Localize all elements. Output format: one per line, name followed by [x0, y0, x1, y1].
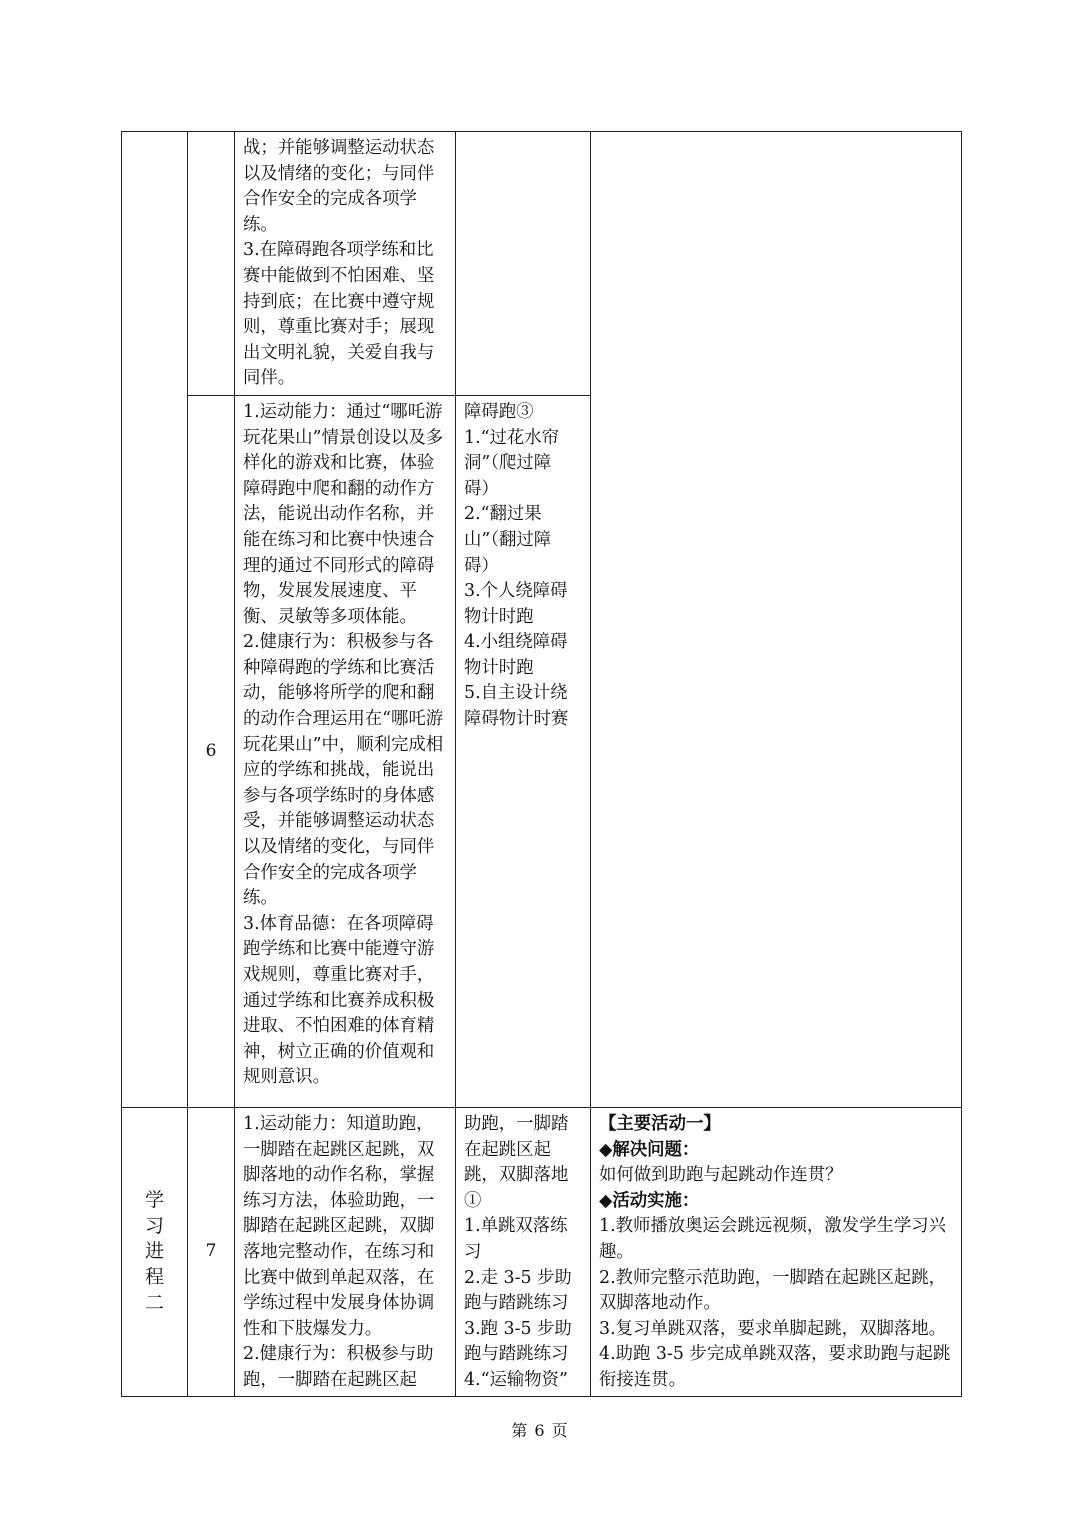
activity-heading: 【主要活动一】	[599, 1113, 721, 1134]
problem-heading: ◆解决问题：	[599, 1139, 700, 1160]
lesson-number: 6	[205, 740, 217, 761]
activity-cell	[591, 1107, 962, 1397]
table-row	[122, 1107, 962, 1397]
implement-heading: ◆活动实施：	[599, 1190, 700, 1211]
content-text	[456, 132, 590, 139]
activity-step: 4.助跑 3-5 步完成单跳双落，要求助跑与起跳衔接连贯。	[599, 1344, 951, 1390]
lesson-number-cell	[188, 132, 235, 396]
activity-step: 3.复习单跳双落，要求单脚起跳，双脚落地。	[599, 1318, 947, 1339]
lesson-plan-table	[121, 131, 962, 1397]
problem-text: 如何做到助跑与起跳动作连贯？	[599, 1165, 843, 1186]
objectives-cell	[235, 395, 456, 1107]
content-cell	[456, 132, 591, 396]
content-cell	[456, 1107, 591, 1397]
objectives-text: 1.运动能力：知道助跑，一脚踏在起跳区起跳，双脚落地的动作名称，掌握练习方法，体验助跑，一脚踏在起跳区起跳，双脚落地完整动作，在练习和比赛中做到单起双落，在学练过程中发展身体协调性和下肢爆发力。 2.健康行为：积极参与助跑，一脚踏在起跳区起	[243, 1113, 435, 1390]
table-row	[122, 132, 962, 396]
stage-label: 学习进程二	[144, 1189, 164, 1314]
stage-cell-empty	[122, 132, 188, 1108]
objectives-cell	[235, 132, 456, 396]
content-text: 助跑，一脚踏在起跳区起跳，双脚落地① 1.单跳双落练习 2.走 3-5 步助跑与踏跳练习 3.跑 3-5 步助跑与踏跳练习 4.“运输物资”	[464, 1113, 572, 1390]
objectives-text: 1.运动能力：通过“哪吒游玩花果山”情景创设以及多样化的游戏和比赛，体验障碍跑中爬和翻的动作方法，能说出动作名称，并能在练习和比赛中快速合理的通过不同形式的障碍物，发展发展速度、平衡、灵敏等多项体能。 2.健康行为：积极参与各种障碍跑的学练和比赛活动，能够将所学的爬和翻的动作合理运用在“哪吒游玩花果山”中，顺利完成相应的学练和挑战，能说出参与各项学练时的身体感受，并能够调整运动状态以及情绪的变化，与同伴合作安全的完成各项学练。 3.体育品德：在各项障碍跑学练和比赛中能遵守游戏规则，尊重比赛对手，通过学练和比赛养成积极进取、不怕困难的体育精神，树立正确的价值观和规则意识。	[243, 401, 444, 1088]
activity-step: 1.教师播放奥运会跳远视频，激发学生学习兴趣。	[599, 1216, 947, 1262]
activity-cell-empty	[591, 132, 962, 1108]
activity-step: 2.教师完整示范助跑，一脚踏在起跳区起跳，双脚落地动作。	[599, 1267, 947, 1314]
lesson-number: 7	[205, 1241, 217, 1262]
stage-cell	[122, 1107, 188, 1397]
objectives-cell	[235, 1107, 456, 1397]
lesson-number-cell	[188, 395, 235, 1107]
page-number: 第 6 页	[511, 1421, 569, 1440]
lesson-number-cell	[188, 1107, 235, 1397]
objectives-text: 战；并能够调整运动状态以及情绪的变化；与同伴合作安全的完成各项学练。 3.在障碍跑各项学练和比赛中能做到不怕困难、坚持到底；在比赛中遵守规则，尊重比赛对手；展现出文明礼貌，关爱自我与同伴。	[243, 138, 435, 389]
content-cell	[456, 395, 591, 1107]
content-text: 障碍跑③ 1.“过花水帘洞”（爬过障碍） 2.“翻过果山”（翻过障碍） 3.个人绕障碍物计时跑 4.小组绕障碍物计时跑 5.自主设计绕障碍物计时赛	[464, 401, 569, 730]
